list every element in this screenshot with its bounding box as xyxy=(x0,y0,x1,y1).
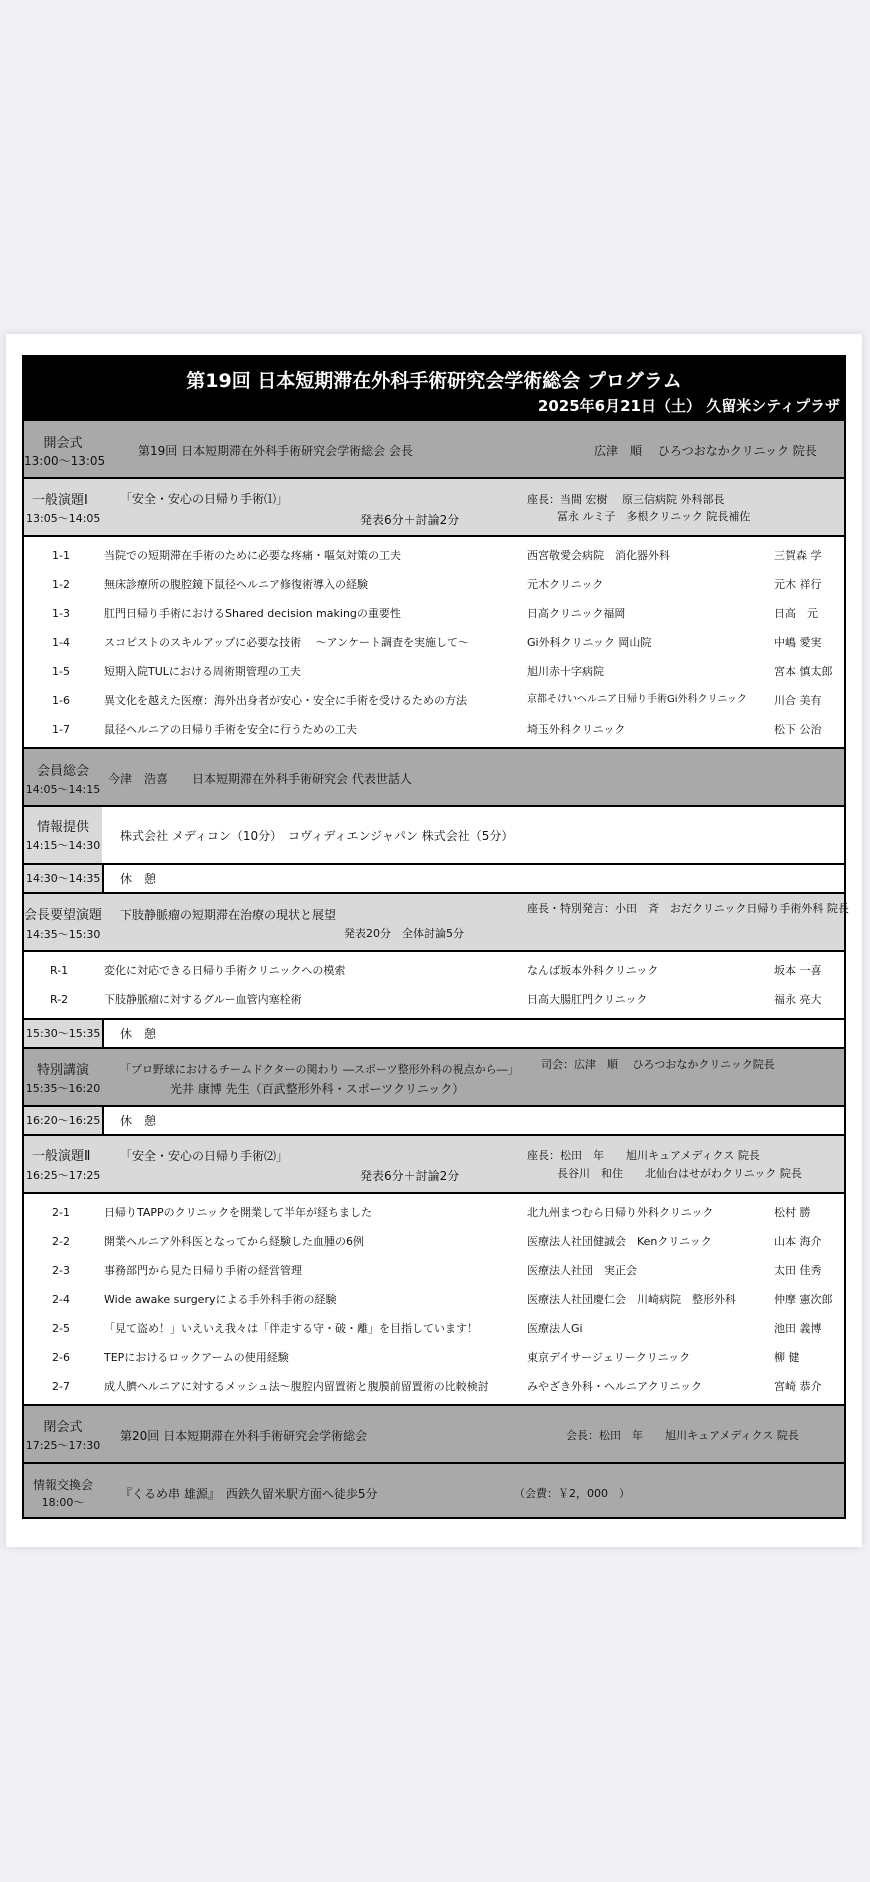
special-chair: 司会：広津 順 ひろつおなかクリニック院長 xyxy=(541,1058,775,1071)
list-item xyxy=(24,716,844,745)
list-item xyxy=(24,1199,844,1228)
general-meeting-text: 今津 浩喜 日本短期滞在外科手術研究会 代表世話人 xyxy=(108,772,412,786)
item-title: Wide awake surgeryによる手外科手術の経験 xyxy=(104,1293,337,1306)
exchange-meeting xyxy=(24,1464,844,1517)
item-presenter: 柳 健 xyxy=(774,1351,800,1364)
program-header xyxy=(24,357,844,421)
list-item xyxy=(24,1286,844,1315)
list-item xyxy=(24,1344,844,1373)
session1-header xyxy=(24,479,844,537)
item-presenter: 宮崎 恭介 xyxy=(774,1380,822,1393)
session1-time: 13:05～14:05 xyxy=(26,512,101,525)
item-title: 日帰りTAPPのクリニックを開業して半年が経ちました xyxy=(104,1206,372,1219)
item-title: 成人臍ヘルニアに対するメッシュ法～腹腔内留置術と腹膜前留置術の比較検討 xyxy=(104,1380,489,1393)
exchange-venue: 『くるめ串 雄源』 西鉄久留米駅方面へ徒歩5分 xyxy=(120,1487,378,1501)
item-title: 事務部門から見た日帰り手術の経営管理 xyxy=(104,1264,302,1277)
info-label: 情報提供 xyxy=(36,820,89,835)
special-lecture xyxy=(24,1049,844,1107)
session2-label: 一般演題Ⅱ xyxy=(32,1149,91,1164)
break-1 xyxy=(24,865,844,894)
item-institution: 北九州まつむら日帰り外科クリニック xyxy=(527,1206,714,1219)
list-item xyxy=(24,600,844,629)
item-number: 2-3 xyxy=(52,1264,70,1277)
break-3 xyxy=(24,1107,844,1136)
closing-ceremony xyxy=(24,1406,844,1464)
list-item xyxy=(24,658,844,687)
list-item xyxy=(24,957,844,986)
session1-list xyxy=(24,537,844,749)
item-number: 1-5 xyxy=(52,665,70,678)
break-3-label: 休 憩 xyxy=(120,1114,157,1128)
opening-time: 13:00～13:05 xyxy=(24,454,106,468)
item-presenter: 宮本 慎太郎 xyxy=(774,665,833,678)
item-title: 無床診療所の腹腔鏡下鼠径ヘルニア修復術導入の経験 xyxy=(104,578,368,591)
special-time: 15:35～16:20 xyxy=(25,1082,101,1095)
item-number: 1-1 xyxy=(52,549,70,562)
info-label-cell xyxy=(24,807,102,863)
general-meeting-label: 会員総会 xyxy=(36,764,89,779)
item-title: スコピストのスキルアップに必要な技術 ～アンケート調査を実施して～ xyxy=(104,636,469,649)
item-institution: Gi外科クリニック 岡山院 xyxy=(527,636,652,649)
program-table xyxy=(22,355,849,1519)
list-item xyxy=(24,1315,844,1344)
item-presenter: 山本 海介 xyxy=(774,1235,822,1248)
item-presenter: 中嶋 愛実 xyxy=(774,636,822,649)
list-item xyxy=(24,1228,844,1257)
item-presenter: 三賀森 学 xyxy=(774,549,822,562)
request-format: 発表20分 全体討論5分 xyxy=(344,927,464,940)
special-title: 「プロ野球におけるチームドクターの関わり ―スポーツ整形外科の視点から―」 xyxy=(120,1063,519,1076)
program-title: 第19回 日本短期滞在外科手術研究会学術総会 プログラム xyxy=(186,370,682,392)
session1-label: 一般演題Ⅰ xyxy=(32,493,88,508)
program-date-venue: 2025年6月21日（土） 久留米シティプラザ xyxy=(537,397,840,415)
request-label: 会長要望演題 xyxy=(24,908,103,923)
item-number: 1-3 xyxy=(52,607,70,620)
item-number: 2-4 xyxy=(52,1293,70,1306)
list-item xyxy=(24,1373,844,1402)
session2-format: 発表6分＋討論2分 xyxy=(360,1169,460,1183)
break-1-label: 休 憩 xyxy=(120,872,157,886)
item-title: 異文化を越えた医療：海外出身者が安心・安全に手術を受けるための方法 xyxy=(104,694,467,707)
closing-label: 閉会式 xyxy=(43,1420,83,1435)
list-item xyxy=(24,986,844,1015)
item-title: 鼠径ヘルニアの日帰り手術を安全に行うための工夫 xyxy=(104,723,357,736)
info-text: 株式会社 メディコン（10分） コヴィディエンジャパン 株式会社（5分） xyxy=(120,829,514,843)
item-title: 変化に対応できる日帰り手術クリニックへの模索 xyxy=(104,964,346,977)
item-title: 「見て盗め！」いえいえ我々は「伴走する守・破・離」を目指しています！ xyxy=(104,1322,478,1335)
list-item xyxy=(24,687,844,716)
item-institution: みやざき外科・ヘルニアクリニック xyxy=(527,1380,703,1393)
exchange-time: 18:00～ xyxy=(41,1496,85,1509)
request-title: 下肢静脈瘤の短期滞在治療の現状と展望 xyxy=(120,908,337,922)
opening-label: 開会式 xyxy=(43,436,83,451)
list-item xyxy=(24,571,844,600)
item-number: 1-2 xyxy=(52,578,70,591)
item-number: 2-7 xyxy=(52,1380,70,1393)
item-title: 当院での短期滞在手術のために必要な疼痛・嘔気対策の工夫 xyxy=(104,549,401,562)
item-institution: 京都そけいヘルニア日帰り手術Gi外科クリニック xyxy=(527,694,747,705)
request-list xyxy=(24,952,844,1020)
info-time: 14:15～14:30 xyxy=(25,839,101,852)
item-number: R-1 xyxy=(50,964,69,977)
session2-title: 「安全・安心の日帰り手術⑵」 xyxy=(120,1149,289,1163)
item-institution: 日高大腸肛門クリニック xyxy=(527,993,648,1006)
request-header xyxy=(24,894,849,952)
session2-header xyxy=(24,1136,844,1194)
item-institution: 旭川赤十字病院 xyxy=(527,665,604,678)
closing-time: 17:25～17:30 xyxy=(25,1439,101,1452)
item-title: TEPにおけるロックアームの使用経験 xyxy=(104,1351,289,1364)
break-1-time: 14:30～14:35 xyxy=(26,872,101,885)
list-item xyxy=(24,1257,844,1286)
general-meeting xyxy=(24,749,844,807)
item-title: 短期入院TULにおける周術期管理の工夫 xyxy=(104,665,301,678)
item-presenter: 福永 亮大 xyxy=(774,993,822,1006)
exchange-fee: （会費：￥2，000 ） xyxy=(514,1487,630,1500)
break-3-time: 16:20～16:25 xyxy=(26,1114,101,1127)
item-institution: 医療法人社団 実正会 xyxy=(527,1264,637,1277)
item-number: 1-6 xyxy=(52,694,70,707)
item-title: 肛門日帰り手術におけるShared decision makingの重要性 xyxy=(104,607,401,620)
item-institution: 医療法人Gi xyxy=(527,1322,583,1335)
item-title: 下肢静脈瘤に対するグルー血管内塞栓術 xyxy=(104,993,302,1006)
opening-ceremony xyxy=(24,421,844,479)
item-presenter: 元木 祥行 xyxy=(774,578,822,591)
session2-list xyxy=(24,1194,844,1406)
session1-title: 「安全・安心の日帰り手術⑴」 xyxy=(120,492,289,506)
closing-person: 会長：松田 年 旭川キュアメディクス 院長 xyxy=(566,1429,799,1442)
item-institution: なんば坂本外科クリニック xyxy=(527,964,659,977)
item-number: 1-4 xyxy=(52,636,70,649)
program-sheet xyxy=(6,334,862,1547)
item-number: 1-7 xyxy=(52,723,70,736)
session2-chair-1: 座長：松田 年 旭川キュアメディクス 院長 xyxy=(527,1149,760,1162)
item-presenter: 池田 義博 xyxy=(774,1322,822,1335)
general-meeting-time: 14:05～14:15 xyxy=(25,783,101,796)
info-provision xyxy=(24,807,844,865)
opening-person: 広津 順 ひろつおなかクリニック 院長 xyxy=(594,444,817,458)
item-number: 2-5 xyxy=(52,1322,70,1335)
request-time: 14:35～15:30 xyxy=(26,928,101,941)
special-speaker: 光井 康博 先生（百武整形外科・スポーツクリニック） xyxy=(170,1082,465,1096)
break-2 xyxy=(24,1020,844,1049)
item-institution: 元木クリニック xyxy=(527,578,604,591)
break-2-time: 15:30～15:35 xyxy=(26,1027,101,1040)
item-presenter: 松村 勝 xyxy=(774,1206,811,1219)
session1-chair-2: 冨永 ルミ子 多根クリニック 院長補佐 xyxy=(557,510,751,523)
opening-text: 第19回 日本短期滞在外科手術研究会学術総会 会長 xyxy=(138,444,413,458)
session2-time: 16:25～17:25 xyxy=(26,1169,101,1182)
item-number: 2-6 xyxy=(52,1351,70,1364)
list-item xyxy=(24,629,844,658)
item-institution: 日高クリニック福岡 xyxy=(527,607,626,620)
session1-chair-1: 座長：当間 宏樹 原三信病院 外科部長 xyxy=(527,493,725,506)
item-institution: 埼玉外科クリニック xyxy=(527,723,626,736)
list-item xyxy=(24,542,844,571)
request-chair: 座長・特別発言：小田 斉 おだクリニック日帰り手術外科 院長 xyxy=(527,902,849,915)
closing-text: 第20回 日本短期滞在外科手術研究会学術総会 xyxy=(120,1429,368,1443)
item-institution: 医療法人社団健誠会 Kenクリニック xyxy=(527,1235,712,1248)
item-number: R-2 xyxy=(50,993,69,1006)
item-number: 2-1 xyxy=(52,1206,70,1219)
item-presenter: 川合 美有 xyxy=(774,694,822,707)
item-presenter: 坂本 一喜 xyxy=(774,964,822,977)
item-presenter: 仲摩 憲次郎 xyxy=(774,1293,833,1306)
item-institution: 医療法人社団慶仁会 川崎病院 整形外科 xyxy=(527,1293,736,1306)
item-presenter: 日高 元 xyxy=(774,607,818,620)
item-institution: 西宮敬愛会病院 消化器外科 xyxy=(527,549,670,562)
item-institution: 東京デイサージェリークリニック xyxy=(527,1351,691,1364)
session1-format: 発表6分＋討論2分 xyxy=(360,513,460,527)
item-presenter: 松下 公治 xyxy=(774,723,822,736)
item-presenter: 太田 佳秀 xyxy=(774,1264,822,1277)
item-title: 開業ヘルニア外科医となってから経験した血腫の6例 xyxy=(104,1235,364,1248)
exchange-label: 情報交換会 xyxy=(32,1478,93,1492)
break-2-label: 休 憩 xyxy=(120,1027,157,1041)
special-label: 特別講演 xyxy=(36,1063,89,1078)
item-number: 2-2 xyxy=(52,1235,70,1248)
session2-chair-2: 長谷川 和住 北仙台はせがわクリニック 院長 xyxy=(557,1167,802,1180)
